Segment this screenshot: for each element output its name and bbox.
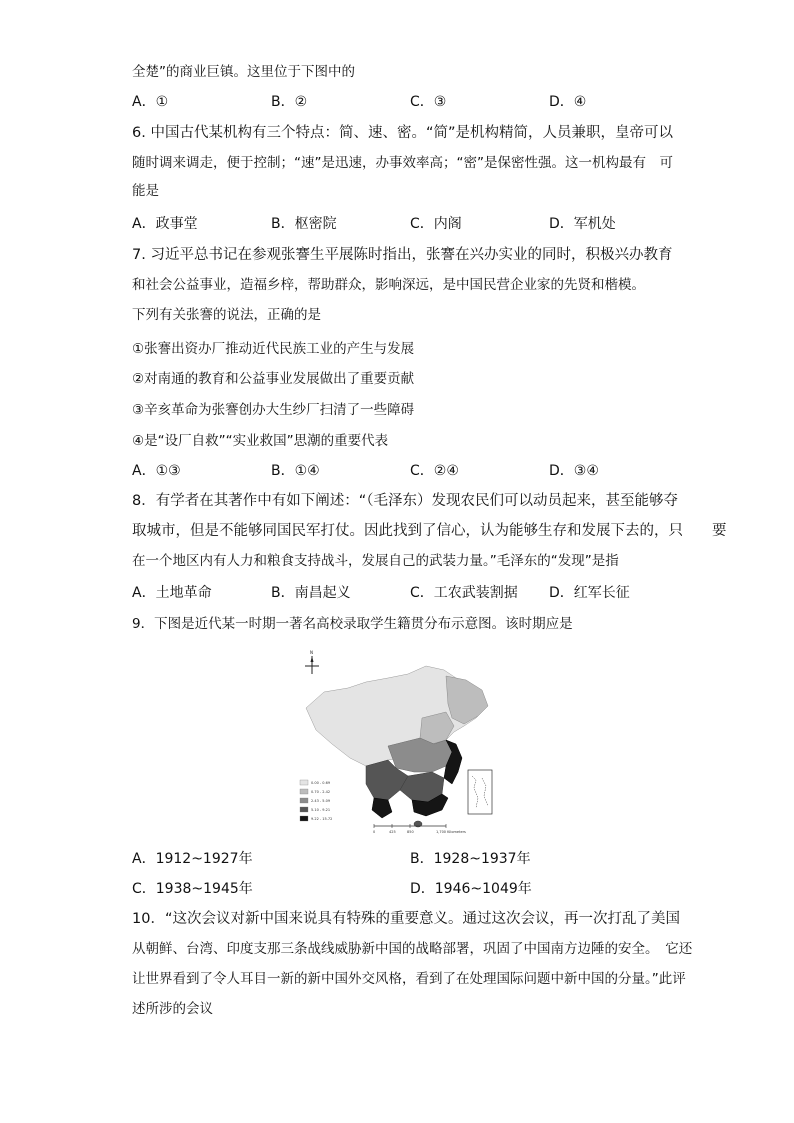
- q7-stem-line-1: 7. 习近平总书记在参观张謇生平展陈时指出，张謇在兴办实业的同时，积极兴办教育: [132, 247, 673, 263]
- q7-stem-line-3: 下列有关张謇的说法，正确的是: [132, 307, 321, 323]
- q9-option-d[interactable]: D．1946~1049年: [410, 881, 532, 897]
- north-label: N: [310, 650, 313, 655]
- q8-stem-line-3: 在一个地区内有人力和粮食支持战斗，发展自己的武装力量。”毛泽东的“发现”是指: [132, 553, 619, 569]
- q9-option-a[interactable]: A．1912~1927年: [132, 851, 253, 867]
- q7-option-d[interactable]: D．③④: [549, 463, 599, 479]
- q6-stem-line-3: 能是: [132, 183, 159, 199]
- scale-label-850: 850: [407, 830, 414, 834]
- q9-stem: 9．下图是近代某一时期一著名高校录取学生籍贯分布示意图。该时期应是: [132, 616, 573, 632]
- q6-stem-line-2: 随时调来调走，便于控制；“速”是迅速，办事效率高；“密”是保密性强。这一机构最有 可: [132, 155, 673, 171]
- q6-option-a[interactable]: A．政事堂: [132, 216, 198, 232]
- south-china-sea-inset: [468, 770, 492, 814]
- q10-stem-line-2: 从朝鲜、台湾、印度支那三条战线威胁新中国的战略部署，巩固了中国南方边陲的安全。 它还: [132, 941, 693, 957]
- legend-swatch-4: [300, 807, 308, 812]
- q6-option-c[interactable]: C．内阁: [410, 216, 462, 232]
- scale-label-1700: 1,700 Kilometers: [436, 830, 466, 834]
- legend-swatch-1: [300, 780, 308, 785]
- legend-swatch-2: [300, 789, 308, 794]
- choropleth-map-figure: [296, 648, 496, 838]
- map-region-yunnan: [372, 798, 392, 818]
- legend-label-4: 5.10 - 9.21: [311, 808, 331, 812]
- legend-label-3: 2.43 - 5.09: [311, 799, 331, 803]
- north-arrow-icon: [305, 650, 319, 674]
- q10-stem-line-4: 述所涉的会议: [132, 1001, 213, 1017]
- legend-label-2: 0.70 - 2.42: [311, 790, 331, 794]
- q7-option-a[interactable]: A．①③: [132, 463, 181, 479]
- q6-stem-line-1: 6. 中国古代某机构有三个特点：简、速、密。“简”是机构精简，人员兼职，皇帝可以: [132, 125, 673, 141]
- q8-stem-line-1: 8．有学者在其著作中有如下阐述：“（毛泽东）发现农民们可以动员起来，甚至能够夺: [132, 493, 678, 509]
- q5-option-a[interactable]: A．①: [132, 94, 169, 110]
- q8-option-b[interactable]: B．南昌起义: [271, 585, 351, 601]
- legend-label-1: 0.00 - 0.69: [311, 781, 331, 785]
- q7-stem-line-2: 和社会公益事业，造福乡梓，帮助群众，影响深远，是中国民营企业家的先贤和楷模。: [132, 277, 645, 293]
- q9-option-c[interactable]: C．1938~1945年: [132, 881, 253, 897]
- q7-option-c[interactable]: C．②④: [410, 463, 459, 479]
- q5-option-c[interactable]: C．③: [410, 94, 447, 110]
- q5-stem-tail: 全楚”的商业巨镇。这里位于下图中的: [132, 64, 355, 80]
- scale-label-0: 0: [373, 830, 376, 834]
- q8-option-a[interactable]: A．土地革命: [132, 585, 212, 601]
- q7-item-2: ②对南通的教育和公益事业发展做出了重要贡献: [132, 371, 415, 387]
- legend-swatch-3: [300, 798, 308, 803]
- china-map: [296, 648, 496, 838]
- q8-option-c[interactable]: C．工农武装割据: [410, 585, 518, 601]
- map-region-northeast: [446, 676, 488, 724]
- q5-option-b[interactable]: B．②: [271, 94, 308, 110]
- scale-label-425: 425: [389, 830, 396, 834]
- q10-stem-line-1: 10．“这次会议对新中国来说具有特殊的重要意义。通过这次会议，再一次打乱了美国: [132, 911, 680, 927]
- q7-item-4: ④是“设厂自救”“实业救国”思潮的重要代表: [132, 433, 389, 449]
- q10-stem-line-3: 让世界看到了令人耳目一新的新中国外交风格，看到了在处理国际问题中新中国的分量。”此评: [132, 971, 686, 987]
- q9-option-b[interactable]: B．1928~1937年: [410, 851, 531, 867]
- q6-option-d[interactable]: D．军机处: [549, 216, 616, 232]
- q8-stem-line-2: 取城市，但是不能够同国民军打仗。因此找到了信心，认为能够生存和发展下去的，只 要: [132, 523, 727, 539]
- q7-item-3: ③辛亥革命为张謇创办大生纱厂扫清了一些障碍: [132, 402, 415, 418]
- legend-swatch-5: [300, 816, 308, 821]
- q8-option-d[interactable]: D．红军长征: [549, 585, 630, 601]
- q6-option-b[interactable]: B．枢密院: [271, 216, 337, 232]
- map-legend: [300, 780, 332, 821]
- q5-option-d[interactable]: D．④: [549, 94, 587, 110]
- legend-label-5: 9.22 - 15.72: [311, 817, 333, 821]
- q7-item-1: ①张謇出资办厂推动近代民族工业的产生与发展: [132, 341, 415, 357]
- q7-option-b[interactable]: B．①④: [271, 463, 320, 479]
